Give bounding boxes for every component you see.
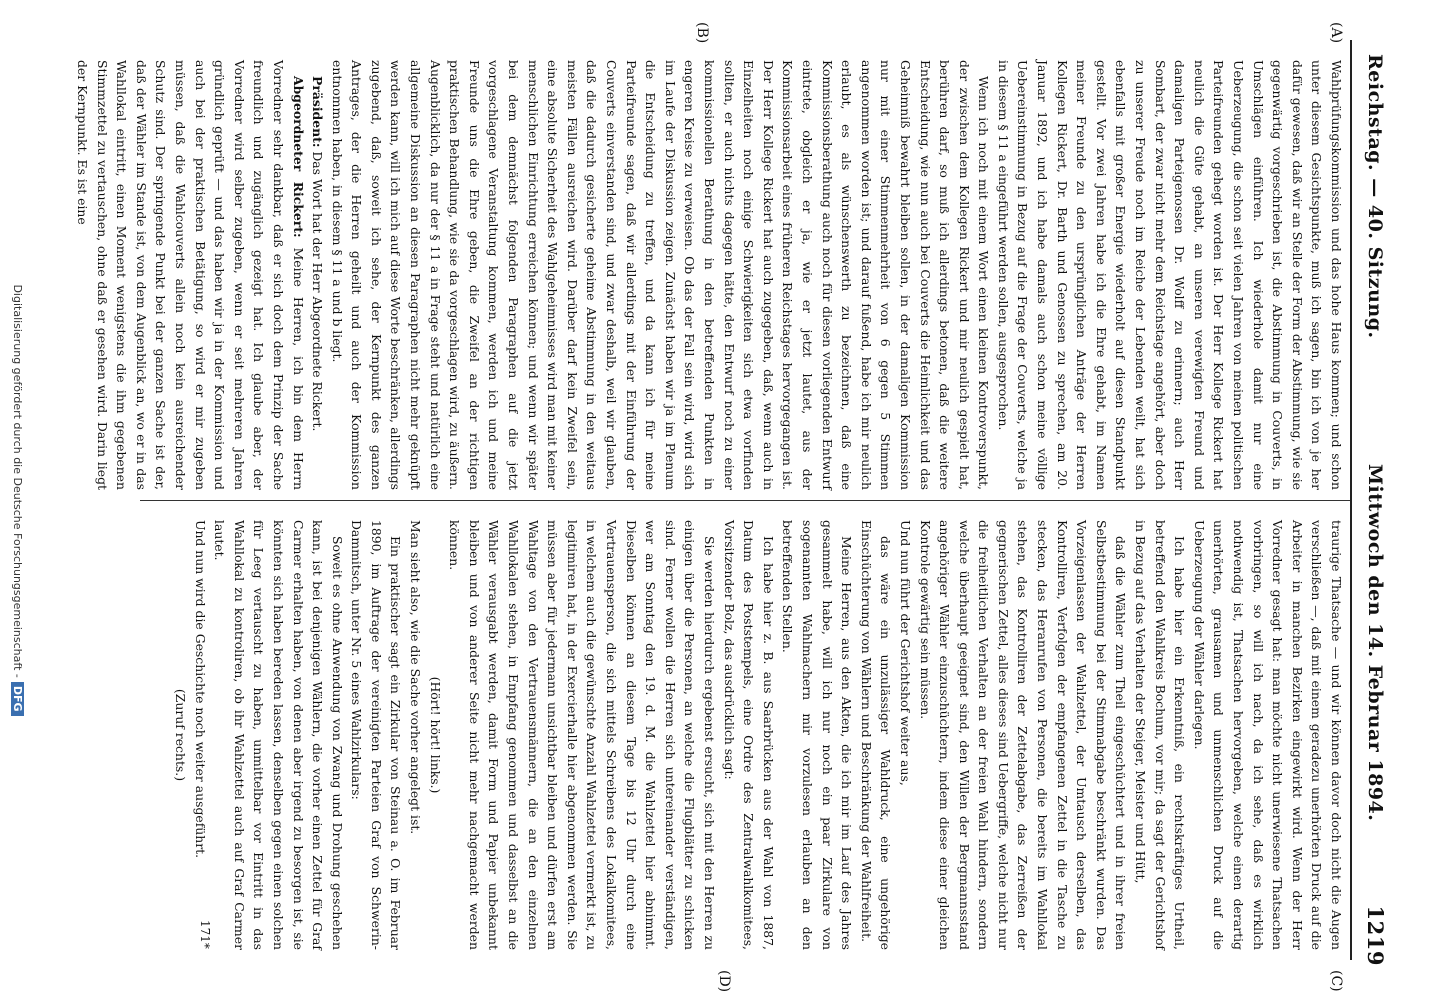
margin-marker-a: (A) bbox=[1328, 22, 1344, 44]
quoted-paragraph: daß die Wähler zum Theil eingeschüchtert und in ihrer freien Selbstbestimmung bei der Stimmabgabe beschränkt wurden. Das Vorzeigenlassen der Wahlzettel, der Umtausch derselben, das Kontrolliren, Verfolgen der empfangenen Zettel in die Tasche zu stecken, das Heranrufen von Personen, die bereits im Wahllokal stehen, das Kontrolliren der Zettelabgabe, das Zerreißen der gegnerischen Zettel, alles dieses sind Uebergriffe, welche nicht nur die freiheitlichen Verhalten an der freien Wahl hindern, sondern welche überhaupt geeignet sind, den Willen der Bergmannsstand angehöriger Wähler einzuschüchtern, indem diese einer gleichen Kontrole gewärtig sein müssen. bbox=[917, 520, 1129, 950]
dfg-logo: DFG bbox=[11, 682, 24, 716]
right-column bbox=[170, 520, 1346, 950]
digitization-credit: Digitalisierung gefördert durch die Deutsche Forschungsgemeinschaft -DFG bbox=[11, 0, 24, 1000]
header-session: Reichstag. — 40. Sitzung. bbox=[1364, 54, 1386, 339]
paragraph: Ich habe hier z. B. aus Saarbrücken aus der Wahl von 1887, Datum des Poststempels, eine Ordre des Zentralwahlkomitees, Vorsitzender Bolz, das ausdrücklich sagt: bbox=[721, 520, 776, 950]
president-line: Präsident: Das Wort hat der Herr Abgeordnete Rickert. bbox=[310, 76, 326, 432]
paragraph: Und nun führt der Gerichtshof weiter aus, bbox=[897, 520, 913, 786]
paragraph: Wenn ich noch mit einem Wort einen kleinen Kontroverspunkt, der zwischen dem Kollegen Rickert und mir neulich gespielt hat, berühren darf, so muß ich allerdings betonen, daß die weitere Entscheidung, wie nun auch bei Couverts die Heimlichkeit und das Geheimniß bewahrt bleiben sollen, in der damaligen Kommission nur mit einer Stimmenmehrheit von 6 gegen 5 Stimmen angenommen worden ist; und darauf fußend, habe ich mir neulich erlaubt, es als wünschenswerth zu bezeichnen, daß eine Kommissionsberathung auch noch für diesen vorliegenden Entwurf eintrete, obgleich er ja, wie er jetzt lautet, aus der Kommissionsarbeit eines früheren Reichstages hervorgegangen ist. Der Herr Kollege Rickert hat auch zugegeben, daß, wenn auch in Einzelheiten noch einige Schwierigkeiten sich etwa vorfinden sollten, er auch nichts dagegen hätte, den Entwurf noch zu einer kommissionellen Berathung in den betreffenden Punkten in engeren Kreise zu verweisen. Ob das der Fall sein wird, wird sich im Laufe der Diskussion zeigen. Zunächst haben wir ja im Plenum die Entscheidung zu treffen, und da kann ich für meine Parteifreunde sagen, daß wir allerdings mit der Einführung der Couverts einverstanden sind, und zwar deshalb, weil wir glauben, daß die dadurch gesicherte geheime Abstimmung in den weitaus meisten Fällen ausreichen wird. Darüber darf kein Zweifel sein, eine absolute Sicherheit des Wahlgeheimnisses wird man mit keiner menschlichen Einrichtung erreichen können; und wenn wir später bei dem demnächst folgenden Paragraphen auf die jetzt vorgeschlagene Veranstaltung kommen, werden ich und meine Freunde uns die Ehre geben, die Zweifel an der richtigen praktischen Behandlung, wie sie da vorgeschlagen wird, zu äußern. Augenblicklich, da nur der § 11 a in Frage steht und natürlich eine allgemeine Diskussion an diesen Paragraphen nicht mehr geknüpft werden kann, will ich mich auf diese Worte beschränken, allerdings zugebend, daß, soweit ich sehe, der Kernpunkt des ganzen Antrages, der die Herren geheilt und auch der Kommission entnommen haben, in diesem § 11 a und b liegt. bbox=[329, 60, 992, 490]
quoted-paragraph: das wäre ein unzulässiger Wahldruck, eine ungehörige Einschüchterung von Wählern und Beschränkung der Wahlfreiheit. bbox=[858, 520, 894, 950]
page-number: 1219 bbox=[1363, 905, 1388, 966]
paragraph: Ein praktischer sagt ein Zirkular von Steinau a. O. im Februar 1890, im Auftrage der vereinigten Parteien Graf von Schwerin-Dammitsch, unter Nr. 5 eines Wahlzirkulars: bbox=[349, 520, 404, 950]
paragraph: Meine Herren, aus den Akten, die ich mir im Lauf des Jahres gesammelt habe, will ich nur noch ein paar Zirkulare von sogenannten Wahlmachern mir vorzulesen erlauben an den betreffenden Stellen. bbox=[780, 520, 855, 950]
rickert-paragraph: Abgeordneter Rickert: Meine Herren, ich bin dem Herrn Vorredner sehr dankbar, daß er sich doch dem Prinzip der Sache freundlich und zugänglich gezeigt hat. Ich glaube aber, der Vorredner wird selber zugeben, wenn er seit mehreren Jahren gründlich geprüft — und das haben wir ja in der Kommission und auch bei der praktischen Betätigung, so wird er mir zugeben müssen, daß die Wahlcouverts allein noch kein ausreichender Schutz sind. Der springende Punkt bei der ganzen Sache ist der, daß der Wähler im Stande ist, von dem Augenblick an, wo er in das Wahllokal eintritt, einen Moment wenigstens die ihm gegebenen Stimmzettel zu vertauschen, ohne daß er gesehen wird. Darin liegt der Kernpunkt. Es ist eine bbox=[75, 60, 306, 490]
paragraph: Wahlprüfungskommission und das hohe Haus kommen; und schon unter diesem Gesichtspunkte, muß ich sagen, bin ich von je her dafür gewesen, daß wir an Stelle der Form der Abstimmung, wie sie gegenwärtig vorgeschrieben ist, die Abstimmung in Couverts, in Umschlägen einführen. Ich wiederhole damit nur eine Ueberzeugung, die schon seit vielen Jahren von meinen politischen Parteifreunden gehegt worden ist. Der Herr Kollege Rickert hat neulich die Güte gehabt, an unseren verewigten Freund und damaligen Parteigenossen Dr. Wolff zu erinnern; auch Herr Sombart, der zwar nicht mehr dem Reichstage angehört, aber doch zu unserer Freude noch im Reiche der Lebenden weilt, hat sich ebenfalls mit großer Energie wiederholt auf diesen Standpunkt gestellt. Vor zwei Jahren habe ich die Ehre gehabt, im Namen meiner Freunde zu den ursprünglichen Anträge der Herren Kollegen Rickert, Dr. Barth und Genossen zu sprechen, am 20. Januar 1892, und ich habe damals auch schon meine völlige Uebereinstimmung in Bezug auf die Frage der Couverts, welche ja in diesem § 11 a eingeführt werden sollen, ausgesprochen. bbox=[995, 60, 1344, 490]
quoted-paragraph: Sie werden hierdurch ergebenst ersucht, sich mit den Herren zu einigen über die Personen, an welche die Flugblätter zu schicken sind. Ferner wollen die Herren sich untereinander verständigen, wer am Sonntag den 19. d. M. die Wahlzettel hier abnimmt. Dieselben können an diesem Tage bis 12 Uhr durch eine Vertrauensperson, die sich mittels Schreibens des Lokalkomitees, in welchem auch die gewünschte Anzahl Wahlzettel vermerkt ist, zu legitimiren hat, in der Exercierhalle hier abgenommen werden. Sie müssen aber für jedermann unsichtbar bleiben und dürfen erst am Wahltage von den Vertrauensmännern, die an den einzelnen Wahllokalen stehen, in Empfang genommen und dasselbst an die Wähler verausgabt werden, damit Form und Papier unbekannt bleiben und von anderer Seite nicht mehr nachgemacht werden können. bbox=[447, 520, 717, 950]
paragraph: Ich habe hier ein Erkenntniß, ein rechtskräftiges Urtheil, betreffend den Wahlkreis Bochum, vor mir; da sagt der Gerichtshof in Bezug auf das Verhalten der Steiger, Meister und Hütt, bbox=[1133, 520, 1188, 950]
margin-marker-d: (D) bbox=[716, 970, 732, 993]
margin-marker-c: (C) bbox=[1328, 970, 1344, 992]
header-date: Mittwoch den 14. Februar 1894. bbox=[1364, 464, 1386, 822]
column-divider bbox=[140, 500, 1350, 501]
interjection: (Hört! hört! links.) bbox=[427, 676, 443, 794]
paragraph: traurige Thatsache — und wir können davor doch nicht die Augen verschließen —, daß mit einem geradezu unerhörten Druck auf die Arbeiter in manchen Bezirken eingewirkt wird. Wenn der Herr Vorredner gesagt hat: man möchte nicht unerwiesene Thatsachen vorbringen, so will ich nach, da ich sehe, daß es wirklich nothwendig ist, Thatsachen hervorgeben, welche einen derartig unerhörten, grausamen und unmenschlichen Druck auf die Ueberzeugung der Wähler darlegen. bbox=[1191, 520, 1344, 950]
folio-mark: 171* bbox=[198, 920, 212, 949]
interjection: (Zuruf rechts.) bbox=[172, 688, 188, 782]
header-rule bbox=[1350, 40, 1352, 960]
speaker-label: Präsident: bbox=[310, 76, 326, 148]
left-column bbox=[72, 60, 1346, 490]
speaker-label: Abgeordneter Rickert: bbox=[290, 76, 306, 238]
quoted-paragraph: Soweit es ohne Anwendung von Zwang und Drohung geschehen kann, ist bei denjenigen Wählern, die vorher einen Zettel für Graf Carmer erhalten haben, von denen aber irgend zu besorgen ist, sie könnten sich haben bereden lassen, denselben gegen einen solchen für Leeg vertauscht zu haben, unmittelbar vor Eintritt in das Wahllokal zu kontroliren, ob ihr Wahlzettel auch auf Graf Carmer lautet. bbox=[212, 520, 345, 950]
paragraph: Und nun wird die Geschichte noch weiter ausgeführt. bbox=[192, 520, 208, 859]
paragraph: Man sieht also, wie die Sache vorher angelegt ist. bbox=[408, 520, 424, 835]
margin-marker-b: (B) bbox=[694, 22, 710, 44]
page-header bbox=[1358, 24, 1392, 976]
